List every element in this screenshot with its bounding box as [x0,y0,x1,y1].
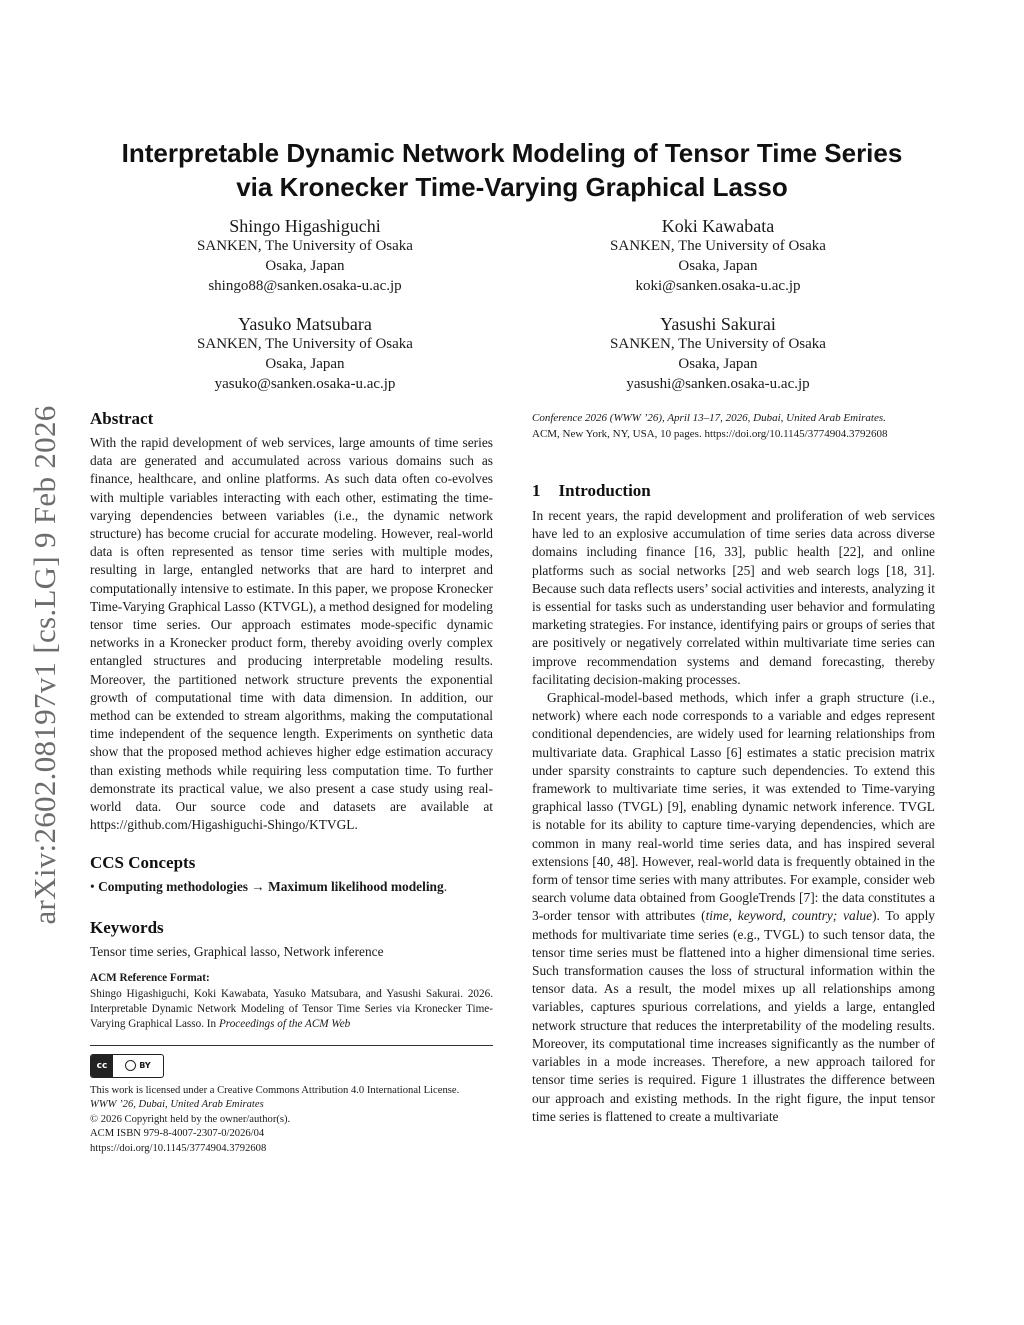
arxiv-stamp [20,380,70,950]
conference-line-2: ACM, New York, NY, USA, 10 pages. https://doi.org/10.1145/3774904.3792608 [532,428,888,440]
right-column [532,410,935,1126]
intro-paragraph-2 [532,689,935,1126]
author-card [553,312,883,394]
by-icon [113,1060,163,1071]
author-name: Shingo Higashiguchi [229,216,381,236]
author-card [140,312,470,394]
license-block [90,1084,493,1157]
author-name: Yasushi Sakurai [660,314,776,334]
intro-heading [532,480,935,502]
ccs-concept[interactable]: Computing methodologies [98,879,248,895]
ccs-period: . [443,879,448,895]
footnote-divider [90,1045,493,1046]
license-doi[interactable]: https://doi.org/10.1145/3774904.3792608 [90,1143,267,1155]
ccs-bullet: • [90,879,95,895]
license-isbn: ACM ISBN 979-8-4007-2307-0/2026/04 [90,1128,265,1140]
left-column [90,408,493,1157]
author-location: Osaka, Japan [678,258,758,274]
by-label: BY [139,1061,151,1071]
intro-p2-part-b: ). To apply methods for multivariate time series (e.g., TVGL) to such tensor data, the tensor time series must be flattened into a higher dimensional time series. Such transformation causes the loss of structural information within the tensor data. As a result, the model mixes up all relationships among variables, captures spurious correlations, and yields a large, entangled network structure that reduces the interpretability of the modeling results. Moreover, its computational time increases significantly as the number of variables in a mode increases. Therefore, a new approach tailored for tensor time series is required. Figure 1 illustrates the difference between our approach and existing methods. In the right figure, the input tensor time series is flattened to create a multivariate [532,908,935,1124]
author-card [553,214,883,296]
section-number: 1 [532,481,541,500]
author-location: Osaka, Japan [678,356,758,372]
acm-ref-heading: ACM Reference Format: [90,971,210,984]
author-name: Koki Kawabata [661,216,775,236]
author-affiliation: SANKEN, The University of Osaka [197,238,413,254]
author-affiliation: SANKEN, The University of Osaka [197,336,413,352]
license-line: This work is licensed under a Creative Commons Attribution 4.0 International License. [90,1084,460,1096]
abstract-heading: Abstract [90,409,154,428]
author-email[interactable]: yasuko@sanken.osaka-u.ac.jp [214,376,396,392]
license-copyright: © 2026 Copyright held by the owner/author(s). [90,1113,291,1125]
ccs-arrow: → [251,879,265,895]
ccs-concepts [90,878,493,896]
author-affiliation: SANKEN, The University of Osaka [610,238,826,254]
acm-ref-text [90,987,493,1033]
keywords-text: Tensor time series, Graphical lasso, Network inference [90,943,384,959]
author-location: Osaka, Japan [265,356,345,372]
intro-p2-italic: time, keyword, country; value [705,908,873,924]
author-name: Yasuko Matsubara [238,314,372,334]
arxiv-stamp-text: arXiv:2602.08197v1 [cs.LG] 9 Feb 2026 [27,405,62,925]
acm-ref-italic: Proceedings of the ACM Web [218,1018,351,1031]
keywords-heading: Keywords [90,917,164,937]
cc-icon: cc [91,1055,113,1077]
ccs-heading: CCS Concepts [90,853,196,873]
abstract-text: With the rapid development of web services, large amounts of time series data are generated and accumulated across various domains such as finance, healthcare, and online platforms. As such data often co-evolves with multiple variables interacting with each other, estimating the time-varying dependencies between variables (i.e., the dynamic network structure) has become crucial for accurate modeling. However, real-world data is often represented as tensor time series with multiple modes, resulting in large, entangled networks that are hard to interpret and computationally intensive to estimate. In this paper, we propose Kronecker Time-Varying Graphical Lasso (KTVGL), a method designed for modeling tensor time series. Our approach estimates mode-specific dynamic networks in a Kronecker product form, thereby avoiding overly complex entangled structures and producing interpretable modeling results. Moreover, the partitioned network structure prevents the exponential growth of computational time with data dimension. In addition, our method can be extended to stream algorithms, making the computational time independent of the sequence length. Experiments on synthetic data show that the proposed method achieves higher edge estimation accuracy than existing methods while requiring less computation time. To further demonstrate its practical value, we also present a case study using real-world data. Our source code and datasets are available at https://github.com/Higashiguchi-Shingo/KTVGL. [90,435,493,833]
section-title: Introduction [558,481,651,500]
intro-paragraph-1: In recent years, the rapid development and proliferation of web services have led to an explosive accumulation of time series data across diverse domains including finance [16, 33], public health [22], and online platforms such as social networks [25] and web search logs [18, 31]. Because such data reflects users’ social activities and interests, analyzing it is essential for tasks such as understanding user behavior and formulating marketing strategies. For instance, identifying pairs or groups of series that are positively or negatively correlated within multivariate time series can improve recommendation systems and demand forecasting, thereby facilitating decision-making processes. [532,508,935,687]
author-affiliation: SANKEN, The University of Osaka [610,336,826,352]
license-venue: WWW ’26, Dubai, United Arab Emirates [90,1099,264,1111]
intro-p2-part-a: Graphical-model-based methods, which infer a graph structure (i.e., network) where each node corresponds to a variable and edges represent conditional dependencies, are widely used for learning relationships from multivariate data. Graphical Lasso [6] estimates a static precision matrix under sparsity constraints to capture such dependencies. To extend this framework to multivariate time series, it was extended to Time-varying graphical lasso (TVGL) [9], enabling dynamic network inference. TVGL is notable for its ability to capture time-varying dependencies, which are common in many real-world time series data, and has inspired several extensions [40, 48]. However, real-world data is frequently obtained in the form of tensor time series with many attributes. For example, consider web search volume data obtained from GoogleTrends [7]: the data constitutes a 3-order tensor with attributes ( [532,690,935,924]
author-location: Osaka, Japan [265,258,345,274]
title-line-2: via Kronecker Time-Varying Graphical Lasso [236,172,788,202]
cc-license-badge[interactable] [90,1054,493,1078]
title-line-1: Interpretable Dynamic Network Modeling of Tensor Time Series [121,138,903,168]
author-card [140,214,470,296]
conference-line-1: Conference 2026 (WWW ’26), April 13–17, 2026, Dubai, United Arab Emirates. [532,412,886,424]
conference-info [532,410,935,442]
author-email[interactable]: shingo88@sanken.osaka-u.ac.jp [208,278,402,294]
ccs-subconcept[interactable]: Maximum likelihood modeling [268,879,444,895]
author-email[interactable]: koki@sanken.osaka-u.ac.jp [635,278,801,294]
acm-ref-plain: Shingo Higashiguchi, Koki Kawabata, Yasuko Matsubara, and Yasushi Sakurai. 2026. Interpretable Dynamic Network Modeling of Tensor Time Series via Kronecker Time-Varying Graphical Lasso. In [90,988,493,1031]
paper-title [80,136,944,204]
author-email[interactable]: yasushi@sanken.osaka-u.ac.jp [626,376,810,392]
